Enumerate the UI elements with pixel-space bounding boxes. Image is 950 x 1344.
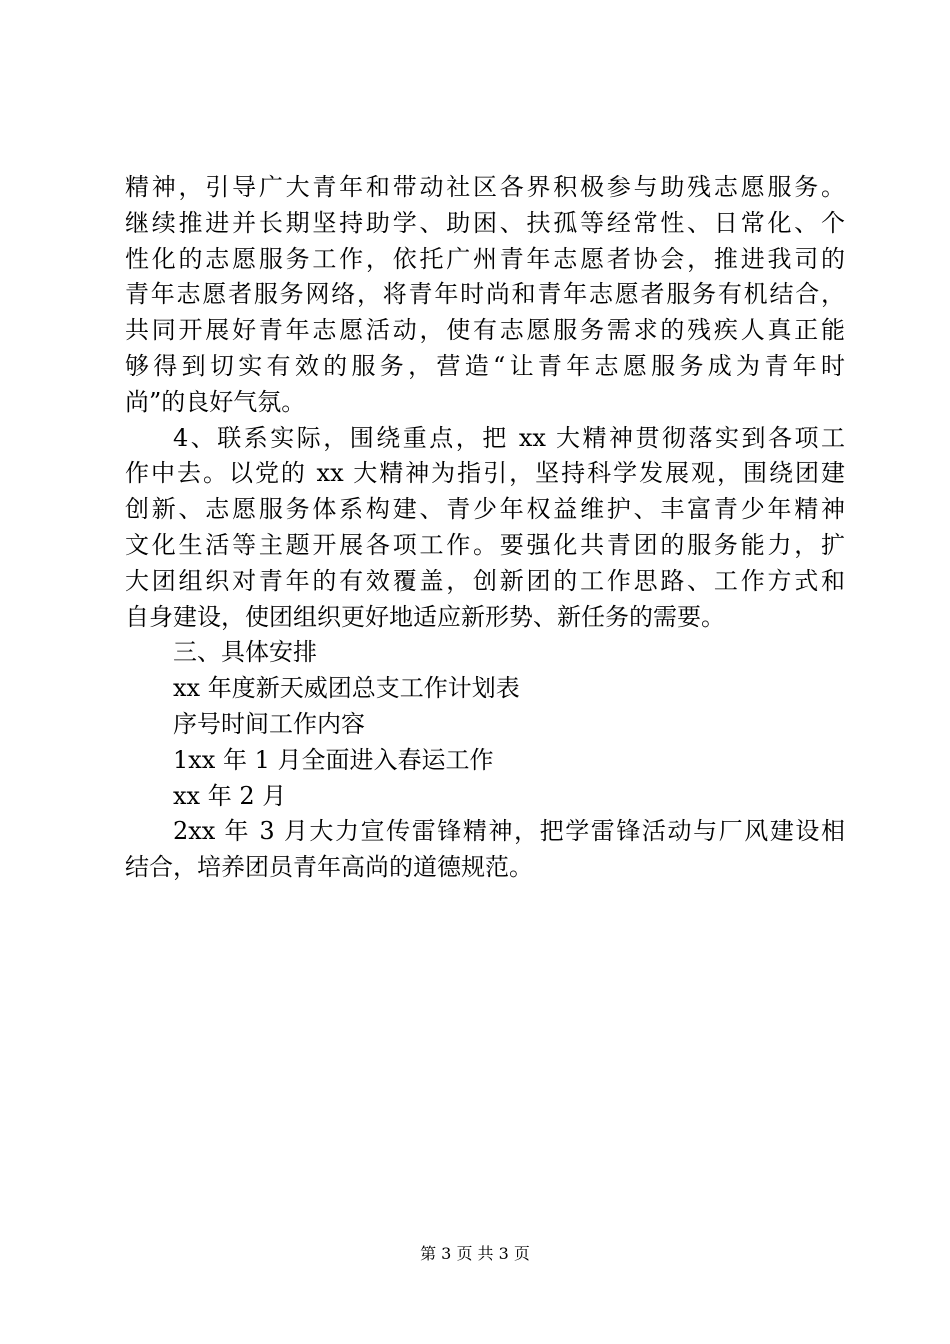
text-line-11: 文化生活等主题开展各项工作。要强化共青团的服务能力，扩: [125, 530, 845, 559]
table-header: 序号时间工作内容: [173, 709, 365, 738]
text-line-13: 自身建设，使团组织更好地适应新形势、新任务的需要。: [125, 602, 725, 631]
text-line-4: 青年志愿者服务网络，将青年时尚和青年志愿者服务有机结合，: [125, 280, 845, 309]
text-line-12: 大团组织对青年的有效覆盖，创新团的工作思路、工作方式和: [125, 566, 845, 595]
text-line-10: 创新、志愿服务体系构建、青少年权益维护、丰富青少年精神: [125, 495, 845, 524]
table-row-1: 1xx 年 1 月全面进入春运工作: [173, 745, 494, 774]
table-row-2: xx 年 2 月: [173, 781, 287, 810]
text-line-3: 性化的志愿服务工作，依托广州青年志愿者协会，推进我司的: [125, 244, 845, 273]
text-line-2: 继续推进并长期坚持助学、助困、扶孤等经常性、日常化、个: [125, 208, 845, 237]
text-line-9: 作中去。以党的 xx 大精神为指引，坚持科学发展观，围绕团建: [125, 459, 845, 488]
text-line-6: 够得到切实有效的服务，营造“让青年志愿服务成为青年时: [125, 351, 845, 380]
text-line-8: 4、联系实际，围绕重点，把 xx 大精神贯彻落实到各项工: [173, 423, 845, 452]
text-line-5: 共同开展好青年志愿活动，使有志愿服务需求的残疾人真正能: [125, 316, 845, 345]
section-heading: 三、具体安排: [173, 638, 317, 667]
table-title: xx 年度新天威团总支工作计划表: [173, 674, 520, 703]
document-body: [125, 170, 845, 886]
text-line-7: 尚”的良好气氛。: [125, 387, 306, 416]
page-footer: 第 3 页 共 3 页: [420, 1244, 530, 1263]
table-row-3-continued: 结合，培养团员青年高尚的道德规范。: [125, 853, 533, 882]
text-line-1: 精神，引导广大青年和带动社区各界积极参与助残志愿服务。: [125, 173, 845, 201]
table-row-3: 2xx 年 3 月大力宣传雷锋精神，把学雷锋活动与厂风建设相: [173, 817, 845, 846]
